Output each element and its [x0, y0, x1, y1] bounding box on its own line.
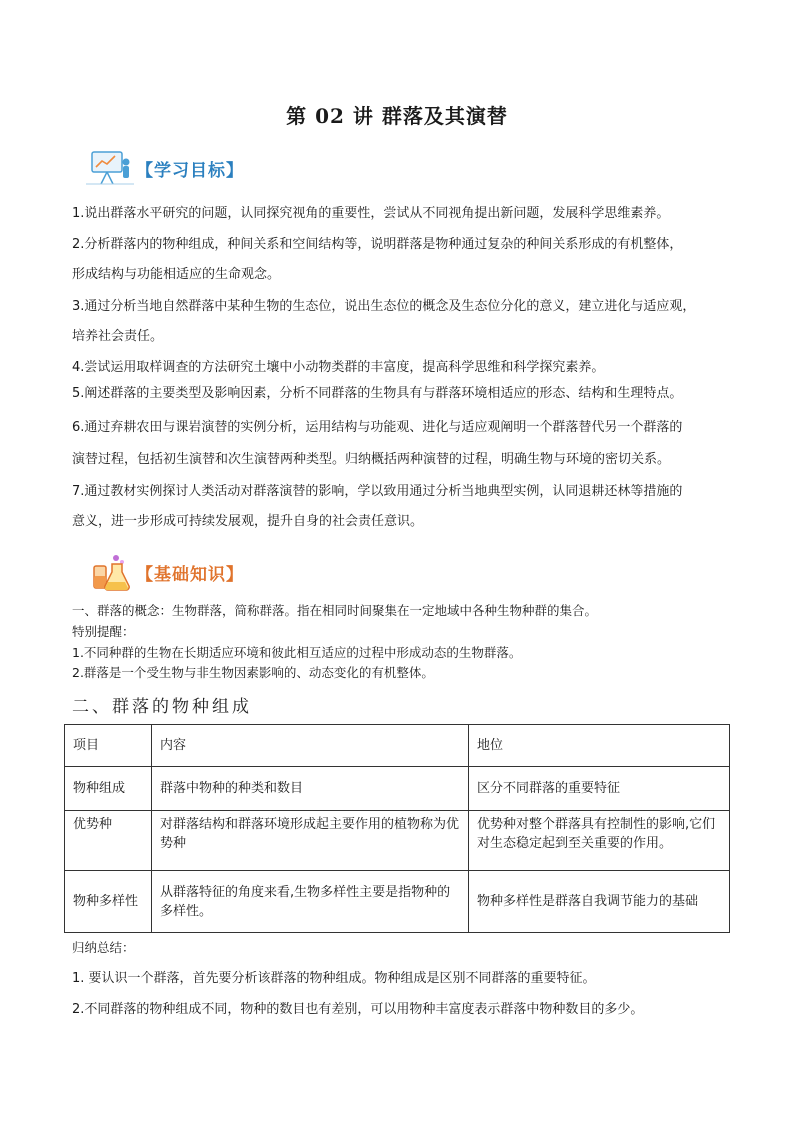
page-title: 第 02 讲 群落及其演替	[286, 104, 508, 128]
goal-6-line-1: 6.通过弃耕农田与课岩演替的实例分析，运用结构与功能观、进化与适应观阐明一个群落替代另一个群落的	[72, 420, 683, 435]
reminder-1: 1.不同种群的生物在长期适应环境和彼此相互适应的过程中形成动态的生物群落。	[72, 645, 522, 660]
summary-title: 归纳总结：	[72, 940, 135, 955]
reminder-2: 2.群落是一个受生物与非生物因素影响的、动态变化的有机整体。	[72, 665, 434, 680]
table-cell: 对群落结构和群落环境形成起主要作用的植物称为优势种	[152, 811, 469, 871]
goals-section-header	[86, 148, 244, 188]
species-composition-table	[64, 724, 730, 933]
community-definition: 一、群落的概念：生物群落，简称群落。指在相同时间聚集在一定地域中各种生物种群的集合。	[72, 603, 598, 618]
table-row	[65, 871, 730, 933]
table-cell: 从群落特征的角度来看,生物多样性主要是指物种的多样性。	[152, 871, 469, 933]
table-row	[65, 811, 730, 871]
reminder-title: 特别提醒：	[72, 624, 135, 639]
goal-7-line-1: 7.通过教材实例探讨人类活动对群落演替的影响，学以致用通过分析当地典型实例，认同退耕还林等措施的	[72, 484, 683, 499]
basics-section-title: 【基础知识】	[136, 564, 244, 585]
goal-6-line-2: 演替过程，包括初生演替和次生演替两种类型。归纳概括两种演替的过程，明确生物与环境的密切关系。	[72, 452, 671, 467]
table-header-row	[65, 725, 730, 767]
table-cell: 区分不同群落的重要特征	[469, 767, 730, 811]
table-cell: 群落中物种的种类和数目	[152, 767, 469, 811]
summary-point-1: 1. 要认识一个群落，首先要分析该群落的物种组成。物种组成是区别不同群落的重要特征。	[72, 971, 596, 986]
goal-5: 5.阐述群落的主要类型及影响因素，分析不同群落的生物具有与群落环境相适应的形态、结构和生理特点。	[72, 386, 683, 401]
table-header-cell: 内容	[152, 725, 469, 767]
goals-section-title: 【学习目标】	[136, 160, 244, 181]
whiteboard-presentation-icon	[86, 148, 134, 188]
table-cell: 优势种	[65, 811, 152, 871]
section-2-heading: 二、群落的物种组成	[72, 697, 252, 717]
goal-7-line-2: 意义，进一步形成可持续发展观，提升自身的社会责任意识。	[72, 514, 424, 529]
goal-2-line-1: 2.分析群落内的物种组成，种间关系和空间结构等，说明群落是物种通过复杂的种间关系形成的有机整体，	[72, 237, 683, 252]
table-cell: 优势种对整个群落具有控制性的影响,它们对生态稳定起到至关重要的作用。	[469, 811, 730, 871]
basics-section-header	[86, 552, 244, 592]
goal-1: 1.说出群落水平研究的问题，认同探究视角的重要性，尝试从不同视角提出新问题，发展科学思维素养。	[72, 206, 670, 221]
lab-flask-icon	[86, 552, 134, 592]
table-cell: 物种组成	[65, 767, 152, 811]
goal-3-line-1: 3.通过分析当地自然群落中某种生物的生态位，说出生态位的概念及生态位分化的意义，建立进化与适应观，	[72, 299, 696, 314]
goal-4: 4.尝试运用取样调查的方法研究土壤中小动物类群的丰富度，提高科学思维和科学探究素养。	[72, 360, 605, 375]
table-row	[65, 767, 730, 811]
table-cell: 物种多样性	[65, 871, 152, 933]
summary-point-2: 2.不同群落的物种组成不同，物种的数目也有差别，可以用物种丰富度表示群落中物种数目的多少。	[72, 1002, 644, 1017]
table-header-cell: 项目	[65, 725, 152, 767]
goal-2-line-2: 形成结构与功能相适应的生命观念。	[72, 267, 281, 282]
goal-3-line-2: 培养社会责任。	[72, 329, 164, 344]
table-header-cell: 地位	[469, 725, 730, 767]
table-cell: 物种多样性是群落自我调节能力的基础	[469, 871, 730, 933]
